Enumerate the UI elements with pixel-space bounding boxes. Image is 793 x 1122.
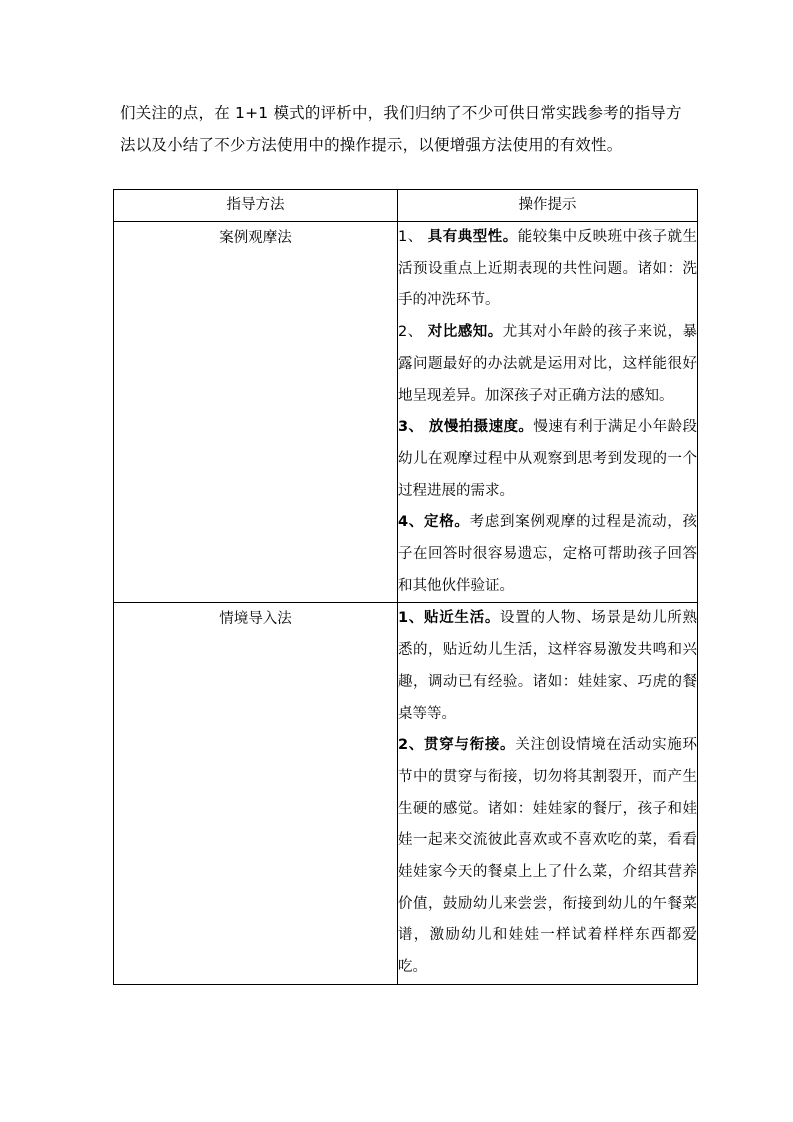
tip-number: 4、: [398, 514, 425, 531]
tip-title: 具有典型性。: [427, 229, 518, 245]
guidance-methods-table: [113, 189, 698, 985]
table-row: [114, 222, 698, 603]
tip-number: 1、: [398, 229, 428, 245]
tip-text: 慢速有利于满足小年龄段幼儿在观摩过程中从观察到思考到发现的一个过程进展的需求。: [398, 419, 698, 499]
tip-text: 设置的人物、场景是幼儿所熟悉的，贴近幼儿生活，这样容易激发共鸣和兴趣，调动已有经验。诸如：娃娃家、巧虎的餐桌等等。: [398, 610, 698, 722]
tips-cell: [398, 603, 698, 984]
method-name-situational-introduction: 情境导入法: [114, 603, 398, 984]
tip-number: 1、: [398, 610, 425, 627]
tip-number: 2、: [398, 324, 428, 341]
intro-paragraph: [120, 97, 700, 161]
tip-number: 3、: [398, 419, 429, 436]
tip-title: 贯穿与衔接。: [424, 737, 516, 754]
header-operation-tips: 操作提示: [398, 190, 698, 222]
tip-item: [398, 507, 697, 602]
tips-cell: [398, 222, 698, 603]
tip-item: [398, 412, 697, 507]
table-header-row: [114, 190, 698, 222]
tip-text: 能较集中反映班中孩子就生活预设重点上近期表现的共性问题。诸如：洗手的冲洗环节。: [398, 229, 698, 309]
tip-item: [398, 730, 697, 984]
tip-text: 尤其对小年龄的孩子来说，暴露问题最好的办法就是运用对比，这样能很好地呈现差异。加深孩子对正确方法的感知。: [398, 324, 698, 404]
tip-text: 关注创设情境在活动实施环节中的贯穿与衔接，切勿将其割裂开，而产生生硬的感觉。诸如：娃娃家的餐厅，孩子和娃娃一起来交流彼此喜欢或不喜欢吃的菜，看看娃娃家今天的餐桌上上了什么菜，介绍其营养价值，鼓励幼儿来尝尝，衔接到幼儿的午餐菜谱，激励幼儿和娃娃一样试着样样东西都爱吃。: [398, 737, 698, 976]
intro-line-1: 们关注的点，在 1+1 模式的评析中，我们归纳了不少可供日常实践参考的指导方: [120, 104, 682, 122]
tip-item: [398, 603, 697, 730]
tip-number: 2、: [398, 737, 425, 754]
tip-title: 放慢拍摄速度。: [428, 419, 534, 436]
table-row: [114, 603, 698, 984]
tip-item: [398, 222, 697, 317]
tip-text: 考虑到案例观摩的过程是流动，孩子在回答时很容易遗忘，定格可帮助孩子回答和其他伙伴验证。: [398, 514, 698, 594]
tip-title: 对比感知。: [427, 324, 503, 341]
intro-line-2: 法以及小结了不少方法使用中的操作提示，以便增强方法使用的有效性。: [120, 136, 623, 154]
tip-item: [398, 317, 697, 412]
method-name-case-observation: 案例观摩法: [114, 222, 398, 603]
tip-title: 贴近生活。: [424, 610, 501, 627]
tip-title: 定格。: [424, 514, 470, 531]
header-guidance-method: 指导方法: [114, 190, 398, 222]
